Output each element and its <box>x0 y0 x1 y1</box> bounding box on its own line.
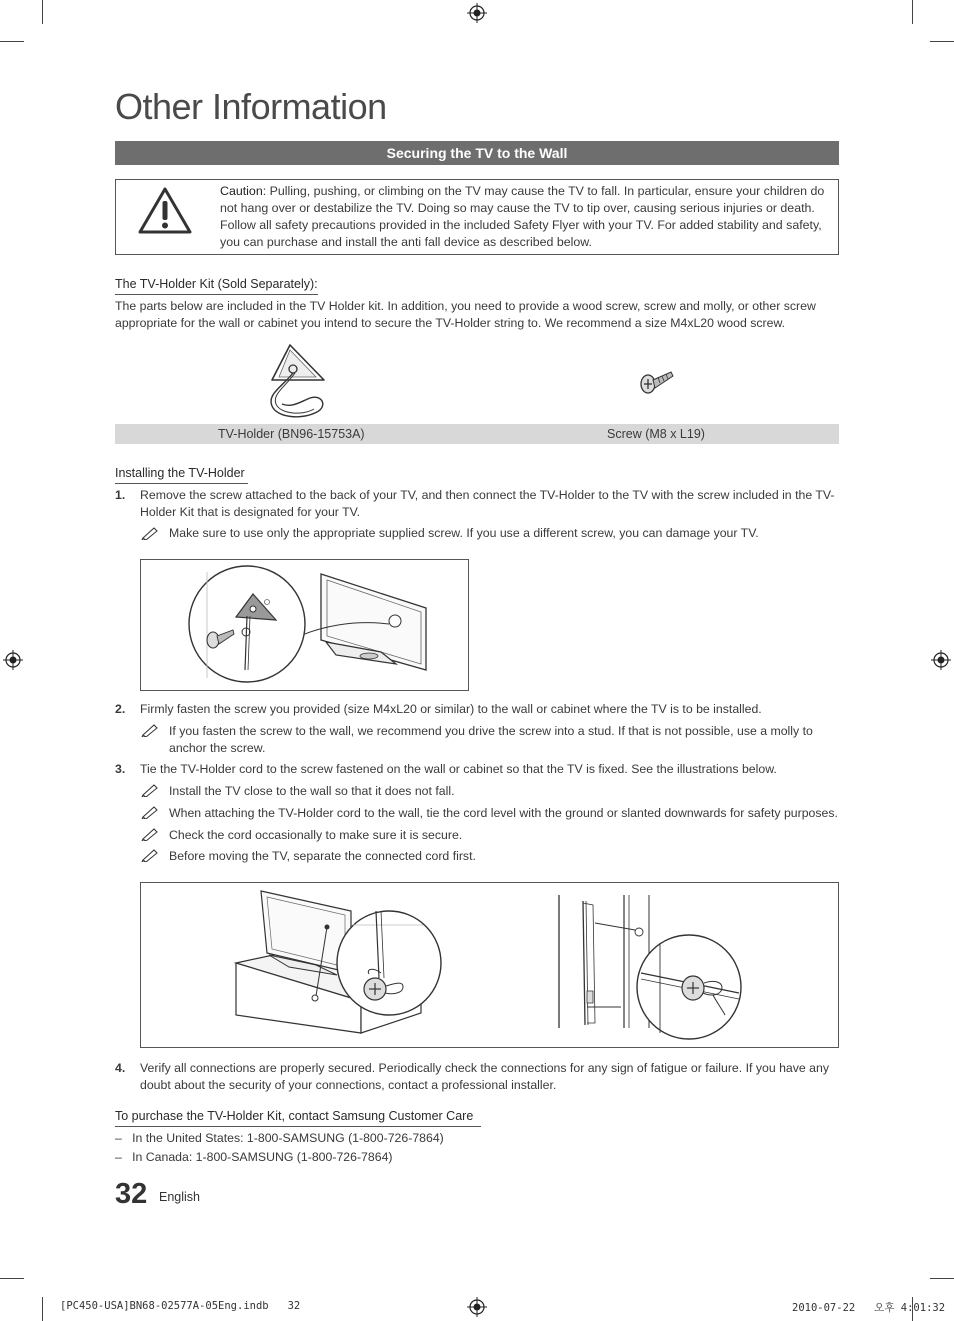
registration-mark-top <box>467 3 487 23</box>
step-2-note-1: If you fasten the screw to the wall, we recommend you drive the screw into a stud. If that is not possible, use a molly to anchor the screw. <box>169 724 813 755</box>
registration-mark-right <box>931 650 951 670</box>
caution-label: Caution <box>220 184 263 198</box>
step-4-text: Verify all connections are properly secured. Periodically check the connections for any sign of fatigue or failure. If you have any doubt about the security of your connections, contact a professional installer. <box>140 1061 830 1092</box>
tie-cord-illustration <box>141 883 838 1047</box>
note-pencil-icon <box>141 827 159 841</box>
file-info: [PC450-USA]BN68-02577A-05Eng.indb 32 <box>60 1300 301 1312</box>
screw-image <box>638 364 676 398</box>
purchase-heading: To purchase the TV-Holder Kit, contact Samsung Customer Care <box>115 1109 481 1127</box>
date-info: 2010-07-22 오후 4:01:32 <box>792 1302 946 1314</box>
purchase-item-canada: – In Canada: 1-800-SAMSUNG (1-800-726-7864) <box>115 1150 393 1164</box>
caution-text <box>220 183 828 251</box>
attach-holder-illustration <box>141 560 468 690</box>
step-1-note-1: Make sure to use only the appropriate supplied screw. If you use a different screw, you can damage your TV. <box>169 526 759 540</box>
page-title: Other Information <box>115 86 387 127</box>
kit-description: The parts below are included in the TV Holder kit. In addition, you need to provide a wood screw, screw and molly, or other screw appropriate for the wall or cabinet you intend to secure the TV-Holder string to. We recommend a size M4xL20 wood screw. <box>115 299 816 330</box>
page-number: 32 <box>115 1178 148 1210</box>
registration-mark-bottom <box>467 1297 487 1317</box>
caution-body: : Pulling, pushing, or climbing on the TV may cause the TV to fall. In particular, ensure your children do not hang over or destabilize the TV. Doing so may cause the TV to tip over, causing serious injuries or death. Follow all safety precautions provided in the included Safety Flyer with your TV. For added stability and safety, you can purchase and install the anti fall device as described below. <box>220 184 825 249</box>
kit-parts-bar <box>115 424 839 444</box>
part-label-tv-holder: TV-Holder (BN96-15753A) <box>218 427 365 441</box>
kit-heading: The TV-Holder Kit (Sold Separately): <box>115 277 318 295</box>
step-1-text: Remove the screw attached to the back of your TV, and then connect the TV-Holder to the TV with the screw included in the TV-Holder Kit that is designated for your TV. <box>140 488 835 519</box>
section-title: Securing the TV to the Wall <box>115 141 839 165</box>
warning-icon <box>137 186 193 236</box>
purchase-item-us: – In the United States: 1-800-SAMSUNG (1-800-726-7864) <box>115 1131 444 1145</box>
step-1-number: 1. <box>115 488 126 502</box>
note-pencil-icon <box>141 805 159 819</box>
step-3-text: Tie the TV-Holder cord to the screw fastened on the wall or cabinet so that the TV is fixed. See the illustrations below. <box>140 762 777 776</box>
step-3-note-2: When attaching the TV-Holder cord to the wall, tie the cord level with the ground or slanted downwards for safety purposes. <box>169 806 838 820</box>
installing-heading: Installing the TV-Holder <box>115 466 248 484</box>
note-pencil-icon <box>141 848 159 862</box>
figure-attach-holder <box>140 559 469 691</box>
step-3-note-4: Before moving the TV, separate the connected cord first. <box>169 849 476 863</box>
step-3-note-1: Install the TV close to the wall so that it does not fall. <box>169 784 455 798</box>
figure-tie-cord <box>140 882 839 1048</box>
note-pencil-icon <box>141 526 159 540</box>
tv-holder-image <box>262 342 330 420</box>
step-4-number: 4. <box>115 1061 126 1075</box>
part-label-screw: Screw (M8 x L19) <box>607 427 705 441</box>
step-3-note-3: Check the cord occasionally to make sure it is secure. <box>169 828 463 842</box>
registration-mark-left <box>3 650 23 670</box>
page-language: English <box>159 1190 200 1204</box>
step-2-number: 2. <box>115 702 126 716</box>
note-pencil-icon <box>141 783 159 797</box>
step-3-number: 3. <box>115 762 126 776</box>
step-2-text: Firmly fasten the screw you provided (size M4xL20 or similar) to the wall or cabinet where the TV is to be installed. <box>140 702 762 716</box>
note-pencil-icon <box>141 723 159 737</box>
